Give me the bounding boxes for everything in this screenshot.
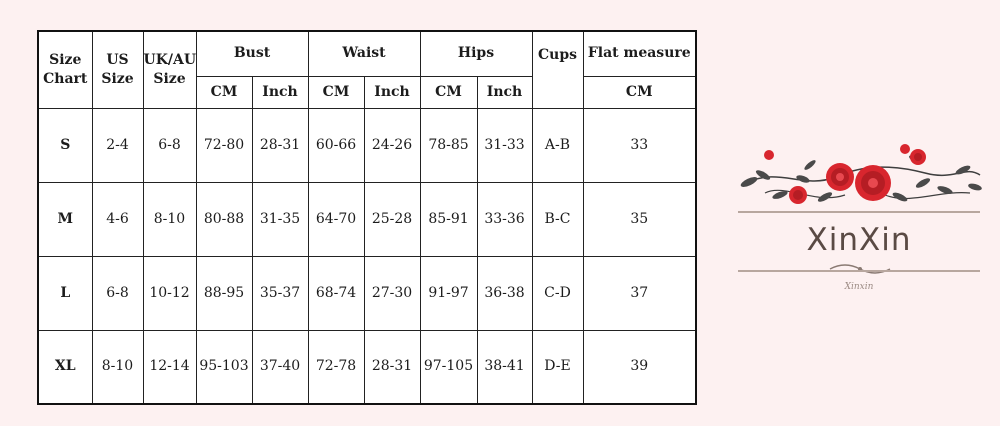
- rose-icon: [826, 163, 854, 191]
- cell-cups: B-C: [532, 182, 583, 256]
- cell-bust-inch: 28-31: [252, 108, 308, 182]
- rose-garland-logo: [735, 135, 985, 300]
- cell-hips-inch: 36-38: [477, 256, 532, 330]
- unit-bust-cm: CM: [196, 76, 252, 108]
- unit-bust-inch: Inch: [252, 76, 308, 108]
- rose-icon: [789, 186, 807, 204]
- cell-flat-cm: 35: [583, 182, 696, 256]
- header-hips: Hips: [420, 31, 532, 76]
- rose-icon: [855, 165, 891, 201]
- cell-waist-cm: 60-66: [308, 108, 364, 182]
- cell-bust-cm: 95-103: [196, 330, 252, 404]
- cell-hips-cm: 78-85: [420, 108, 477, 182]
- table-row: [38, 108, 696, 182]
- brand-divider-top: [738, 211, 980, 213]
- cell-flat-cm: 33: [583, 108, 696, 182]
- cell-size: M: [38, 182, 92, 256]
- cell-size: L: [38, 256, 92, 330]
- cell-cups: A-B: [532, 108, 583, 182]
- cell-flat-cm: 39: [583, 330, 696, 404]
- rose-icon: [900, 144, 910, 154]
- cell-us: 8-10: [92, 330, 143, 404]
- header-us-size: US Size: [92, 31, 143, 108]
- cell-waist-cm: 68-74: [308, 256, 364, 330]
- cell-flat-cm: 37: [583, 256, 696, 330]
- cell-hips-inch: 33-36: [477, 182, 532, 256]
- rose-icon: [764, 150, 774, 160]
- header-size-chart: Size Chart: [38, 31, 92, 108]
- cell-uk-au: 12-14: [143, 330, 196, 404]
- cell-hips-cm: 85-91: [420, 182, 477, 256]
- header-flat-measure: Flat measure: [583, 31, 696, 76]
- unit-flat-cm: CM: [583, 76, 696, 108]
- cell-bust-cm: 72-80: [196, 108, 252, 182]
- cell-bust-inch: 37-40: [252, 330, 308, 404]
- rose-icon: [910, 149, 926, 165]
- cell-waist-inch: 24-26: [364, 108, 420, 182]
- cell-hips-cm: 91-97: [420, 256, 477, 330]
- header-bust: Bust: [196, 31, 308, 76]
- unit-hips-cm: CM: [420, 76, 477, 108]
- brand-signature: Xinxin: [844, 282, 874, 292]
- unit-waist-inch: Inch: [364, 76, 420, 108]
- cell-uk-au: 10-12: [143, 256, 196, 330]
- header-row-1: [38, 31, 696, 76]
- cell-waist-inch: 27-30: [364, 256, 420, 330]
- header-waist: Waist: [308, 31, 420, 76]
- cell-hips-cm: 97-105: [420, 330, 477, 404]
- table-row: [38, 182, 696, 256]
- brand-divider-bottom: [738, 270, 980, 272]
- cell-us: 6-8: [92, 256, 143, 330]
- cell-size: S: [38, 108, 92, 182]
- cell-us: 4-6: [92, 182, 143, 256]
- table-row: [38, 330, 696, 404]
- cell-waist-cm: 72-78: [308, 330, 364, 404]
- cell-uk-au: 6-8: [143, 108, 196, 182]
- size-chart-table: [37, 30, 697, 405]
- cell-hips-inch: 31-33: [477, 108, 532, 182]
- cell-hips-inch: 38-41: [477, 330, 532, 404]
- brand-name: XinXin: [806, 222, 912, 258]
- cell-bust-cm: 80-88: [196, 182, 252, 256]
- header-cups: Cups: [532, 31, 583, 108]
- cell-cups: C-D: [532, 256, 583, 330]
- cell-uk-au: 8-10: [143, 182, 196, 256]
- cell-bust-inch: 35-37: [252, 256, 308, 330]
- cell-bust-inch: 31-35: [252, 182, 308, 256]
- cell-cups: D-E: [532, 330, 583, 404]
- cell-size: XL: [38, 330, 92, 404]
- unit-hips-inch: Inch: [477, 76, 532, 108]
- header-uk-au-size: UK/AU Size: [143, 31, 196, 108]
- cell-waist-inch: 28-31: [364, 330, 420, 404]
- table-row: [38, 256, 696, 330]
- cell-us: 2-4: [92, 108, 143, 182]
- cell-bust-cm: 88-95: [196, 256, 252, 330]
- cell-waist-cm: 64-70: [308, 182, 364, 256]
- unit-waist-cm: CM: [308, 76, 364, 108]
- cell-waist-inch: 25-28: [364, 182, 420, 256]
